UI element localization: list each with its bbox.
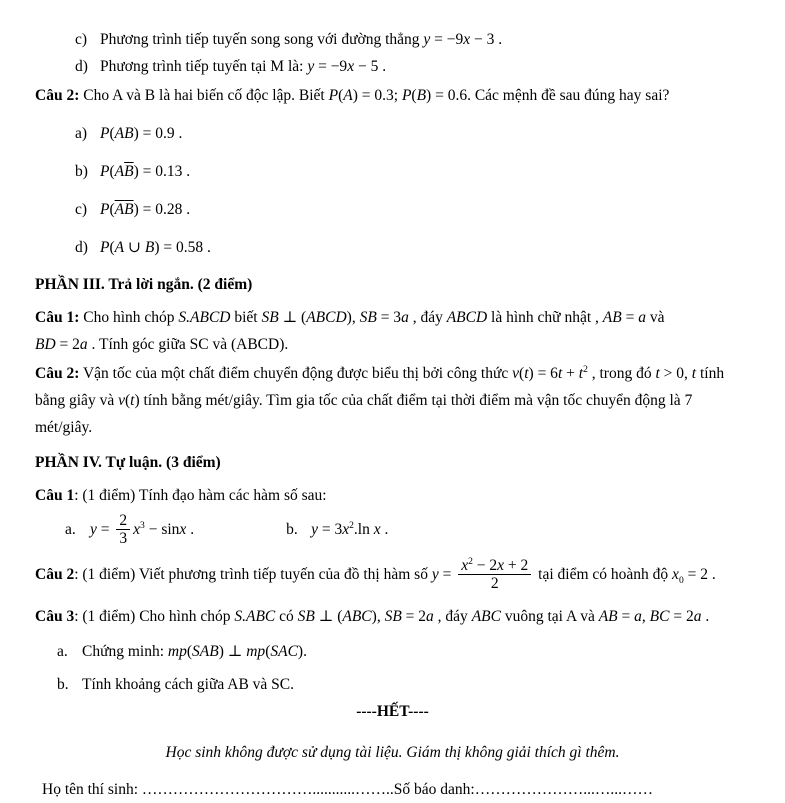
text-run: . Các mệnh đề sau đúng hay sai?	[467, 87, 670, 104]
text-run: (	[109, 163, 115, 180]
text-run: ) ⊥	[218, 643, 247, 660]
fraction	[458, 557, 531, 592]
text-run: (	[109, 125, 115, 142]
text-run: t	[655, 365, 660, 382]
text-run: ABCD	[306, 309, 347, 326]
text-run: .	[186, 521, 195, 539]
text-run: y	[431, 566, 439, 584]
text-run: y	[423, 31, 431, 48]
text-run: P	[100, 201, 110, 218]
text-run: AB	[602, 309, 622, 326]
text-run: +	[562, 365, 579, 382]
text-run: và	[645, 309, 665, 326]
text-run: = 2 .	[683, 566, 716, 584]
text-run: ) tính bằng mét/giây. Tìm gia tốc của chất điểm tại thời điểm mà vận tốc chuyển động là 7	[134, 392, 693, 409]
phan3-heading	[35, 271, 765, 298]
text-run: x	[347, 58, 355, 75]
text-run: a	[634, 608, 642, 625]
text-run: , đáy	[433, 608, 472, 625]
text-run: (	[519, 365, 525, 382]
phan3-cau2	[35, 360, 765, 441]
text-run: PHẦN IV. Tự luận. (3 điểm)	[35, 454, 221, 471]
text-run: = 2	[55, 336, 80, 353]
text-run: 3	[140, 519, 145, 531]
text-run: = 3	[376, 309, 402, 326]
text-run: SB	[261, 309, 279, 326]
text-run: x	[373, 521, 381, 539]
text-run: AB	[114, 125, 134, 142]
text-run: ⊥ (	[278, 309, 307, 326]
text-run: S.ABCD	[178, 309, 231, 326]
text-run: . Tính góc giữa SC và (ABCD).	[87, 336, 289, 353]
text-run: Câu 1:	[35, 309, 80, 326]
text-run: =	[617, 608, 635, 625]
item-marker: a.	[57, 643, 68, 660]
fraction-numerator	[116, 512, 130, 530]
text-run: Họ tên thí sinh:	[42, 781, 142, 798]
text-run: : (1 điểm) Viết phương trình tiếp tuyến của đồ thị hàm số	[74, 566, 432, 584]
text-run: P	[100, 125, 110, 142]
phan4-cau3-part-b	[57, 671, 765, 698]
text-run: 2	[468, 555, 473, 567]
text-run: 0	[678, 575, 684, 587]
text-run: 2	[490, 575, 499, 592]
text-run: ABC	[471, 608, 501, 625]
item-marker: d)	[75, 58, 88, 75]
text-run: Phương trình tiếp tuyến song song với đường thẳng	[100, 31, 424, 48]
phan4-cau1-parts	[65, 513, 765, 548]
text-run: t	[691, 365, 697, 382]
item-marker: a)	[75, 125, 88, 142]
text-run: Vận tốc của một chất điểm chuyển động được biểu thị bởi công thức	[79, 365, 513, 382]
text-run: − sin	[144, 521, 180, 539]
text-run: = 3	[317, 521, 343, 539]
phan3-cau1	[35, 304, 765, 358]
text-run: SB	[297, 608, 315, 625]
candidate-info-line	[42, 776, 765, 803]
text-run: mp	[246, 643, 266, 660]
text-run: $\overline{A}$	[114, 201, 125, 218]
text-run: (	[338, 87, 344, 104]
text-run: Tính khoảng cách giữa AB và SC.	[82, 676, 295, 693]
text-run: t	[524, 365, 529, 382]
text-run: a	[693, 608, 702, 625]
text-run: y	[90, 521, 97, 539]
text-run: A	[343, 87, 353, 104]
text-run: v	[118, 392, 125, 409]
item-marker: c)	[75, 201, 88, 218]
text-run: t	[130, 392, 135, 409]
phan4-cau3-part-a	[57, 638, 765, 665]
phan4-heading	[35, 449, 765, 476]
text-run: A	[114, 239, 125, 256]
statement-d-tangent-at-M	[75, 53, 765, 80]
text-run: a	[426, 608, 434, 625]
text-run: $\overline{B}$	[124, 163, 134, 180]
text-run: BC	[649, 608, 670, 625]
text-run: ).	[297, 643, 307, 660]
text-run: tính	[696, 365, 725, 382]
text-run: ∪	[124, 239, 145, 256]
text-run: .	[380, 521, 389, 539]
text-run: ) = 0.13 .	[133, 163, 191, 180]
phan4-cau3-intro	[35, 603, 765, 630]
text-run: = −9	[314, 58, 348, 75]
text-run: P	[100, 239, 110, 256]
text-run: vuông tại A và	[500, 608, 599, 625]
text-run: B	[144, 239, 155, 256]
cau2-option-b	[75, 158, 765, 185]
text-run: ) = 0.28 .	[133, 201, 191, 218]
cau2-option-c	[75, 196, 765, 223]
text-run: PHẦN III. Trả lời ngắn. (2 điểm)	[35, 276, 253, 293]
text-run: v	[512, 365, 520, 382]
text-run: ) = 6	[528, 365, 558, 382]
item-marker: c)	[75, 31, 88, 48]
dotted-line-number: …………………...…...……	[474, 781, 653, 798]
text-run: Cho A và B là hai biến cố độc lập. Biết	[79, 87, 329, 104]
text-run: biết	[230, 309, 262, 326]
text-run: Chứng minh:	[82, 643, 168, 660]
phan4-cau1-intro	[35, 482, 765, 509]
text-run: B	[416, 87, 427, 104]
cau2-probability-intro	[35, 82, 765, 109]
text-run: BD	[35, 336, 56, 353]
text-run: − 3 .	[470, 31, 503, 48]
text-run: Câu 2	[35, 566, 75, 584]
text-run: .	[701, 608, 710, 625]
text-run: P	[100, 163, 110, 180]
text-run: =	[96, 521, 114, 539]
text-run: ) = 0.58 .	[154, 239, 211, 256]
text-run: = 2	[669, 608, 694, 625]
text-run: 2	[349, 519, 354, 531]
text-run: = 2	[401, 608, 427, 625]
item-marker: d)	[75, 239, 88, 256]
text-run: ) = 0.9 .	[133, 125, 183, 142]
text-run: có	[275, 608, 298, 625]
text-run: a	[79, 336, 88, 353]
fraction-denominator	[116, 530, 130, 547]
text-run: 2	[583, 363, 588, 375]
text-run: A	[114, 163, 125, 180]
text-run: (	[186, 643, 193, 660]
text-run: Câu 2:	[35, 87, 80, 104]
text-run: ,	[641, 608, 650, 625]
text-run: bằng giây và	[35, 392, 119, 409]
text-run: SB	[359, 309, 377, 326]
text-run: (	[124, 392, 131, 409]
text-run: a	[638, 309, 646, 326]
text-run: (	[265, 643, 271, 660]
statement-c-tangent-parallel	[75, 26, 765, 53]
text-run: Học sinh không được sử dụng tài liệu. Giám thị không giải thích gì thêm.	[165, 744, 620, 761]
text-run: x	[497, 557, 505, 574]
text-run: + 2	[504, 557, 529, 574]
text-run: ⊥ (	[314, 608, 343, 625]
text-run: là hình chữ nhật ,	[487, 309, 603, 326]
text-run: t	[557, 365, 563, 382]
text-run: P	[401, 87, 412, 104]
text-run: SAB	[192, 643, 219, 660]
cau2-option-d	[75, 234, 765, 261]
exam-note	[0, 739, 785, 766]
item-marker: b)	[75, 163, 88, 180]
text-run: y	[311, 521, 318, 539]
text-run: ) = 0.6	[426, 87, 468, 104]
fraction-denominator	[458, 575, 531, 592]
text-run: x	[342, 521, 350, 539]
text-run: Phương trình tiếp tuyến tại M là:	[100, 58, 308, 75]
text-run: (	[411, 87, 417, 104]
fraction-numerator	[458, 557, 531, 575]
text-run: x	[672, 566, 679, 584]
text-run: =	[621, 309, 639, 326]
item-marker: b.	[57, 676, 69, 693]
text-run: 2	[119, 512, 128, 529]
text-run: x	[463, 31, 471, 48]
text-run: mét/giây.	[35, 419, 93, 436]
text-run: Câu 3	[35, 608, 75, 625]
text-run: tại điểm có hoành độ	[534, 566, 673, 584]
item-marker: a.	[65, 521, 76, 539]
text-run: ) = 0.3;	[352, 87, 402, 104]
fraction	[116, 512, 130, 547]
text-run: (	[109, 239, 115, 256]
phan4-cau2	[35, 555, 765, 593]
text-run: =	[438, 566, 456, 584]
text-run: = −9	[430, 31, 464, 48]
text-run: y	[307, 58, 315, 75]
text-run: P	[328, 87, 339, 104]
text-run: Câu 2:	[35, 365, 80, 382]
text-run: .ln	[353, 521, 374, 539]
text-run: SB	[384, 608, 402, 625]
text-run: ),	[371, 608, 385, 625]
text-run: x	[461, 557, 469, 574]
text-run: ABC	[342, 608, 372, 625]
text-run: 3	[119, 530, 128, 547]
text-run: AB	[598, 608, 618, 625]
text-run: − 5 .	[354, 58, 387, 75]
text-run: x	[179, 521, 187, 539]
text-run: : (1 điểm) Tính đạo hàm các hàm số sau:	[74, 487, 327, 504]
text-run: (	[109, 201, 115, 218]
text-run: S.ABC	[234, 608, 276, 625]
text-run: > 0,	[659, 365, 692, 382]
text-run: a	[401, 309, 409, 326]
text-run: : (1 điểm) Cho hình chóp	[74, 608, 235, 625]
text-run: ----HẾT----	[356, 703, 429, 720]
het-divider	[0, 698, 785, 725]
text-run: x	[133, 521, 141, 539]
text-run: , đáy	[408, 309, 447, 326]
text-run: SAC	[270, 643, 298, 660]
text-run: mp	[167, 643, 187, 660]
cau2-option-a	[75, 120, 765, 147]
text-run: $\overline{B}$	[124, 201, 134, 218]
text-run: , trong đó	[587, 365, 656, 382]
text-run: Cho hình chóp	[79, 309, 179, 326]
item-marker: b.	[286, 521, 298, 539]
text-run: t	[578, 365, 584, 382]
text-run: ABCD	[446, 309, 488, 326]
text-run: Số báo danh:	[393, 781, 475, 798]
dotted-line-name: ……………………………...........……..	[141, 781, 394, 798]
text-run: ),	[346, 309, 360, 326]
text-run: Câu 1	[35, 487, 75, 504]
text-run: − 2	[472, 557, 498, 574]
